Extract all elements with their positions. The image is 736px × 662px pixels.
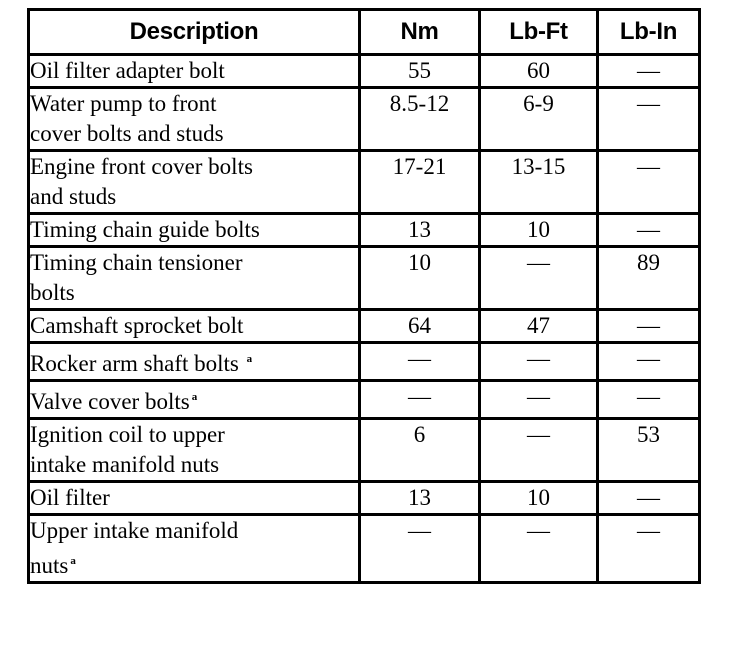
description-line: intake manifold nuts	[30, 452, 220, 477]
description-line: Oil filter	[30, 485, 110, 510]
row-nm-value: 10	[360, 247, 480, 310]
header-nm: Nm	[360, 10, 480, 55]
description-line: cover bolts and studs	[30, 121, 224, 146]
header-lb-in: Lb-In	[598, 10, 700, 55]
row-description	[29, 247, 360, 310]
row-lb-ft-value: —	[480, 343, 598, 381]
table-row	[29, 310, 700, 343]
row-description	[29, 310, 360, 343]
row-nm-value: 6	[360, 419, 480, 482]
row-nm-value: 8.5-12	[360, 88, 480, 151]
row-lb-in-value: —	[598, 55, 700, 88]
description-line: Camshaft sprocket bolt	[30, 313, 244, 338]
row-lb-in-value: —	[598, 214, 700, 247]
row-lb-in-value: 53	[598, 419, 700, 482]
row-lb-ft-value: —	[480, 381, 598, 419]
row-description	[29, 151, 360, 214]
row-nm-value: 13	[360, 214, 480, 247]
table-body	[29, 55, 700, 583]
row-nm-value: 17-21	[360, 151, 480, 214]
description-line: Rocker arm shaft bolts	[30, 351, 245, 376]
table-row	[29, 247, 700, 310]
row-lb-ft-value: 13-15	[480, 151, 598, 214]
description-line: Timing chain guide bolts	[30, 217, 260, 242]
table-row	[29, 55, 700, 88]
row-nm-value: —	[360, 515, 480, 583]
row-nm-value: —	[360, 343, 480, 381]
row-lb-in-value: —	[598, 151, 700, 214]
row-description	[29, 515, 360, 583]
row-lb-ft-value: 60	[480, 55, 598, 88]
row-nm-value: —	[360, 381, 480, 419]
footnote-marker: a	[191, 391, 198, 403]
row-lb-ft-value: —	[480, 247, 598, 310]
row-lb-ft-value: 10	[480, 214, 598, 247]
row-lb-ft-value: —	[480, 419, 598, 482]
row-nm-value: 64	[360, 310, 480, 343]
header-description: Description	[29, 10, 360, 55]
row-description	[29, 419, 360, 482]
description-line: Water pump to front	[30, 91, 217, 116]
description-line: Valve cover bolts	[30, 389, 190, 414]
description-line: Oil filter adapter bolt	[30, 58, 225, 83]
row-lb-ft-value: 10	[480, 482, 598, 515]
table-row	[29, 515, 700, 583]
footnote-marker: a	[246, 353, 253, 365]
row-lb-in-value: —	[598, 310, 700, 343]
description-line: and studs	[30, 184, 117, 209]
table-row	[29, 381, 700, 419]
table-row	[29, 482, 700, 515]
row-lb-ft-value: 6-9	[480, 88, 598, 151]
row-lb-in-value: —	[598, 381, 700, 419]
table-row	[29, 419, 700, 482]
description-line: Ignition coil to upper	[30, 422, 225, 447]
table-row	[29, 151, 700, 214]
header-row	[29, 10, 700, 55]
row-lb-in-value: —	[598, 343, 700, 381]
row-nm-value: 55	[360, 55, 480, 88]
description-line: Upper intake manifold	[30, 518, 239, 543]
row-lb-ft-value: 47	[480, 310, 598, 343]
description-line: Engine front cover bolts	[30, 154, 253, 179]
description-line: bolts	[30, 280, 75, 305]
row-description	[29, 214, 360, 247]
row-lb-ft-value: —	[480, 515, 598, 583]
description-line: Timing chain tensioner	[30, 250, 243, 275]
torque-spec-table	[27, 8, 701, 584]
table-row	[29, 343, 700, 381]
description-line: nuts	[30, 553, 69, 578]
row-lb-in-value: —	[598, 515, 700, 583]
row-description	[29, 88, 360, 151]
row-lb-in-value: —	[598, 482, 700, 515]
footnote-marker: a	[70, 555, 76, 567]
row-description	[29, 381, 360, 419]
table-row	[29, 214, 700, 247]
table-row	[29, 88, 700, 151]
row-description	[29, 343, 360, 381]
row-nm-value: 13	[360, 482, 480, 515]
header-lb-ft: Lb-Ft	[480, 10, 598, 55]
row-description	[29, 55, 360, 88]
row-lb-in-value: 89	[598, 247, 700, 310]
row-description	[29, 482, 360, 515]
row-lb-in-value: —	[598, 88, 700, 151]
